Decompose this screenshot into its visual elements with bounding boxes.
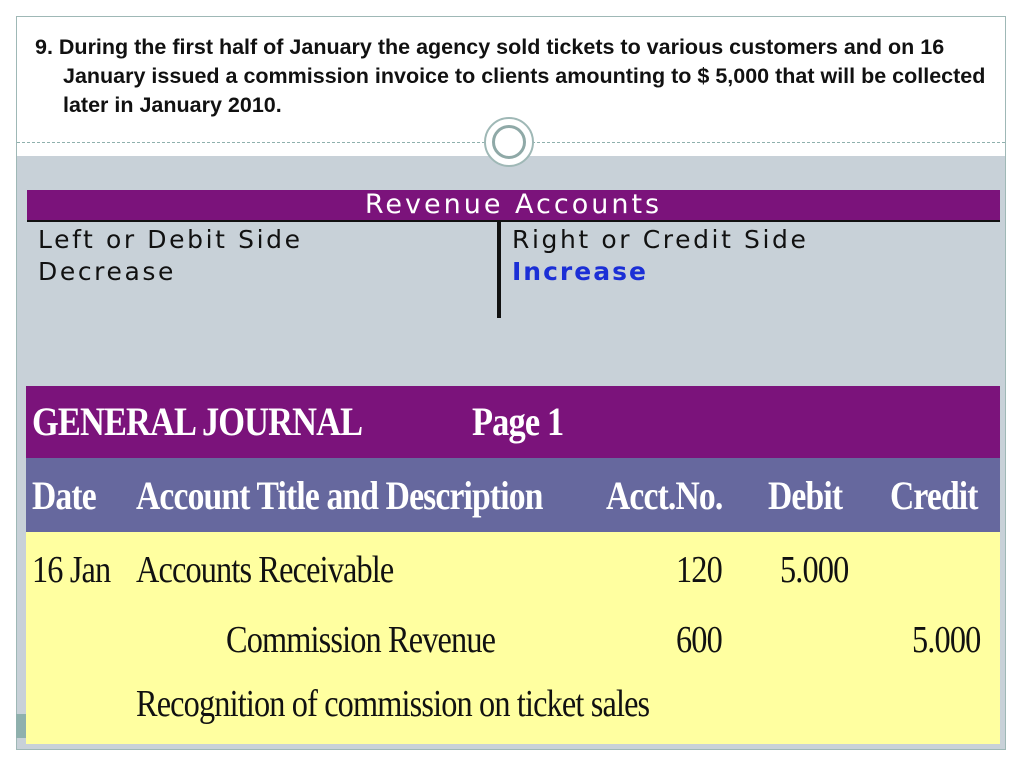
entry-2-acct-no: 600 bbox=[676, 619, 722, 661]
column-header-debit: Debit bbox=[768, 473, 843, 518]
column-header-credit: Credit bbox=[890, 473, 978, 518]
right-effect-label: Increase bbox=[512, 257, 648, 286]
left-effect-label: Decrease bbox=[38, 257, 177, 286]
column-header-date: Date bbox=[32, 473, 96, 518]
t-account-divider bbox=[497, 222, 501, 318]
entry-2-account: Commission Revenue bbox=[226, 619, 496, 661]
journal-page-label: Page 1 bbox=[472, 399, 564, 444]
entry-description: Recognition of commission on ticket sales bbox=[136, 683, 650, 725]
general-journal-table bbox=[26, 386, 1000, 744]
question-text: 9. During the first half of January the agency sold tickets to various customers and on 16 January issued a commission invoice to clients amounting to $ 5,000 that will be collected later in January 2010. bbox=[35, 35, 986, 117]
right-side-label: Right or Credit Side bbox=[512, 225, 809, 254]
entry-1-date: 16 Jan bbox=[32, 549, 111, 591]
entry-2-credit: 5.000 bbox=[912, 619, 981, 661]
column-header-acct-no: Acct.No. bbox=[606, 473, 723, 518]
journal-title: GENERAL JOURNAL bbox=[32, 399, 363, 444]
entry-1-acct-no: 120 bbox=[676, 549, 722, 591]
column-header-account: Account Title and Description bbox=[136, 473, 543, 518]
entry-1-account: Accounts Receivable bbox=[136, 549, 394, 591]
circle-ornament-icon bbox=[484, 117, 534, 167]
entry-1-debit: 5.000 bbox=[780, 549, 849, 591]
left-side-label: Left or Debit Side bbox=[38, 225, 303, 254]
revenue-accounts-header: Revenue Accounts bbox=[27, 190, 1000, 222]
